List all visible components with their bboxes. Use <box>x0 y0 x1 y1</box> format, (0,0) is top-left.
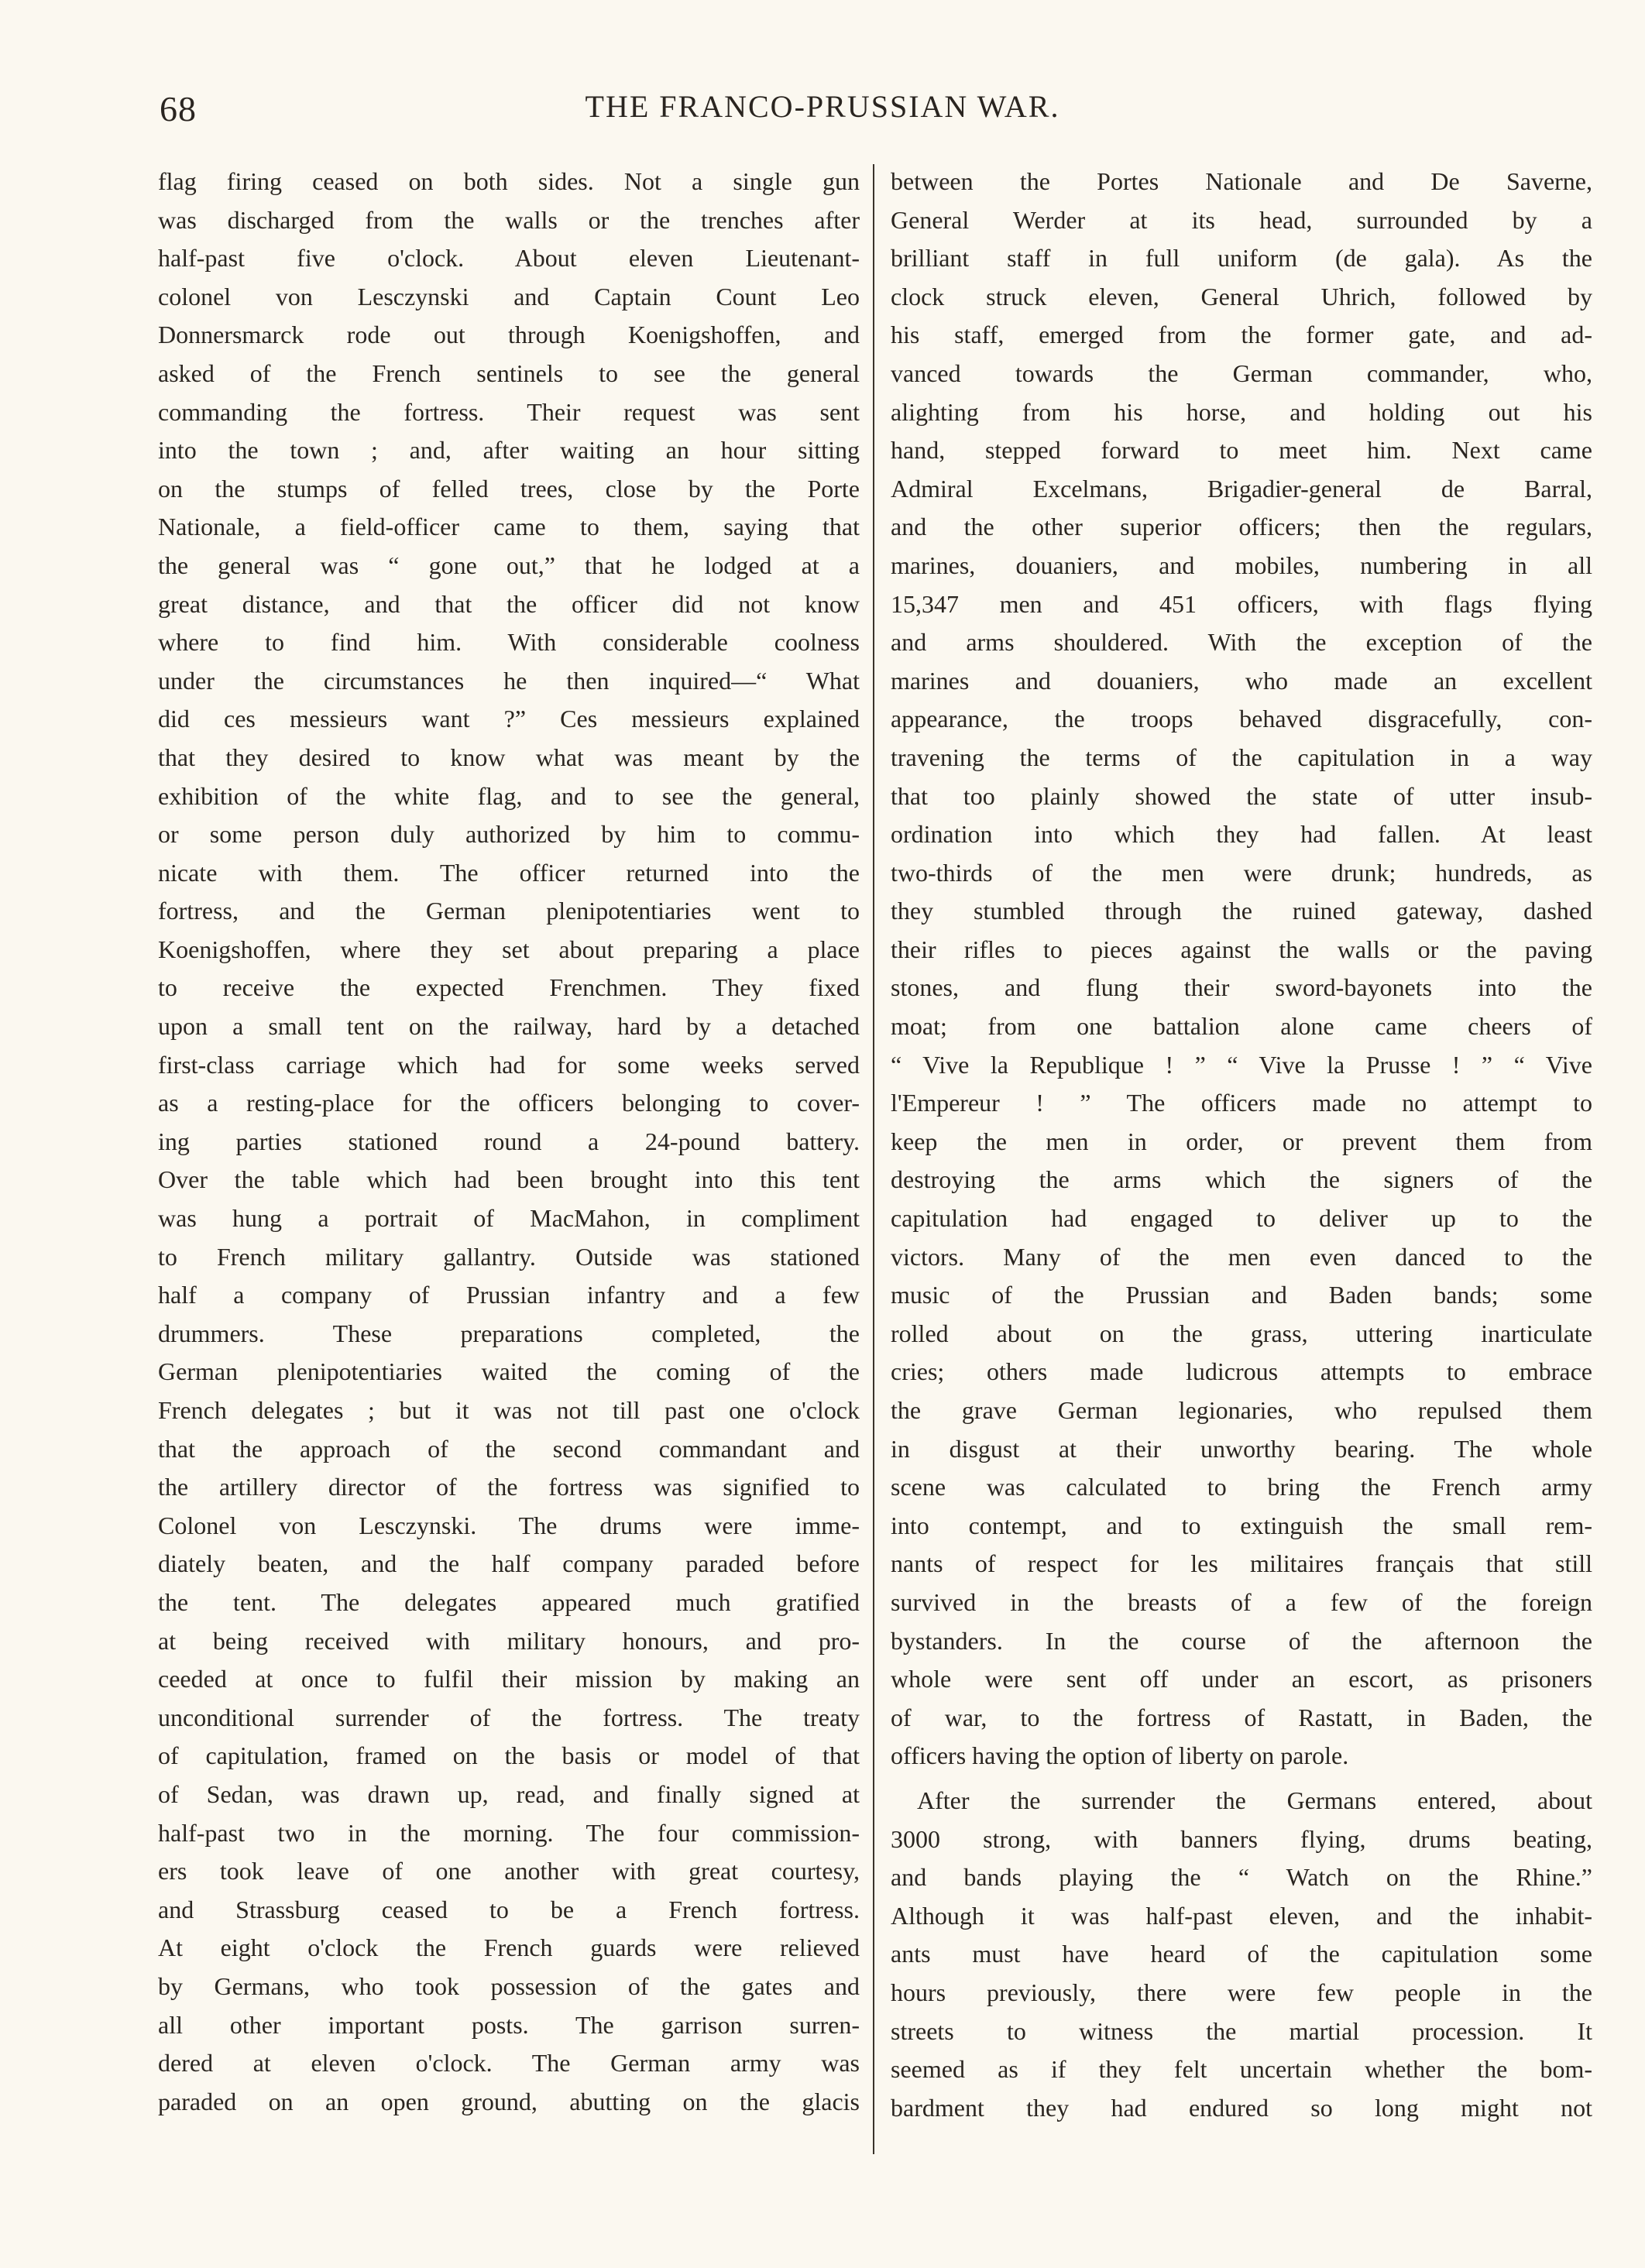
text-line: Donnersmarck rode out through Koenigshoffen, and <box>158 321 860 349</box>
text-line: keep the men in order, or prevent them from <box>891 1127 1592 1155</box>
text-line: travening the terms of the capitulation in a way <box>891 743 1592 771</box>
text-line: asked of the French sentinels to see the general <box>158 359 860 387</box>
text-line: marines and douaniers, who made an excellent <box>891 666 1592 695</box>
text-line: half a company of Prussian infantry and a few <box>158 1281 860 1309</box>
text-line: vanced towards the German commander, who, <box>891 359 1592 387</box>
text-line: bystanders. In the course of the afternoon the <box>891 1626 1592 1655</box>
text-line: ceeded at once to fulfil their mission by making an <box>158 1665 860 1693</box>
text-line: fortress, and the German plenipotentiaries went to <box>158 897 860 925</box>
text-line: and arms shouldered. With the exception of the <box>891 628 1592 657</box>
text-line: nicate with them. The officer returned into the <box>158 858 860 887</box>
text-line: scene was calculated to bring the French army <box>891 1473 1592 1501</box>
text-line: by Germans, who took possession of the gates and <box>158 1971 860 2000</box>
text-line: or some person duly authorized by him to commu- <box>158 820 860 849</box>
page-number: 68 <box>160 89 197 129</box>
text-line: bardment they had endured so long might not <box>891 2093 1592 2122</box>
text-line: the artillery director of the fortress was signified to <box>158 1473 860 1501</box>
right-column <box>891 163 1592 2160</box>
text-line: between the Portes Nationale and De Saverne, <box>891 167 1592 195</box>
text-line: victors. Many of the men even danced to the <box>891 1242 1592 1271</box>
text-line: alighting from his horse, and holding out his <box>891 397 1592 426</box>
text-line: music of the Prussian and Baden bands; some <box>891 1281 1592 1309</box>
text-line: flag firing ceased on both sides. Not a single gun <box>158 167 860 195</box>
text-line: Nationale, a field-officer came to them, saying that <box>158 513 860 541</box>
text-line: all other important posts. The garrison surren- <box>158 2010 860 2039</box>
text-line: their rifles to pieces against the walls or the paving <box>891 935 1592 963</box>
text-line: of Sedan, was drawn up, read, and finally signed at <box>158 1779 860 1808</box>
text-line: into the town ; and, after waiting an hour sitting <box>158 436 860 465</box>
text-line: Although it was half-past eleven, and the inhabit- <box>891 1901 1592 1930</box>
text-line: appearance, the troops behaved disgracefully, con- <box>891 705 1592 733</box>
text-line: and the other superior officers; then the regulars, <box>891 513 1592 541</box>
text-line: moat; from one battalion alone came cheers of <box>891 1012 1592 1041</box>
text-line: under the circumstances he then inquired—“ What <box>158 666 860 695</box>
text-line: two-thirds of the men were drunk; hundreds, as <box>891 858 1592 887</box>
text-line: officers having the option of liberty on parole. <box>891 1741 1349 1770</box>
text-line: dered at eleven o'clock. The German army was <box>158 2049 860 2078</box>
text-line: 3000 strong, with banners flying, drums beating, <box>891 1824 1592 1853</box>
text-line: at being received with military honours, and pro- <box>158 1626 860 1655</box>
text-line: brilliant staff in full uniform (de gala). As the <box>891 244 1592 273</box>
text-line: of war, to the fortress of Rastatt, in Baden, the <box>891 1703 1592 1731</box>
text-line: streets to witness the martial procession. It <box>891 2016 1592 2045</box>
column-rule <box>873 164 874 2154</box>
text-line: was discharged from the walls or the trenches after <box>158 205 860 234</box>
text-line: French delegates ; but it was not till past one o'clock <box>158 1396 860 1424</box>
text-line: into contempt, and to extinguish the small rem- <box>891 1511 1592 1539</box>
text-line: German plenipotentiaries waited the coming of the <box>158 1357 860 1386</box>
running-title: THE FRANCO-PRUSSIAN WAR. <box>585 89 1060 124</box>
text-line: hours previously, there were few people in the <box>891 1978 1592 2006</box>
left-column <box>158 163 860 2160</box>
text-line: in disgust at their unworthy bearing. The whole <box>891 1434 1592 1463</box>
text-line: to French military gallantry. Outside was stationed <box>158 1242 860 1271</box>
text-line: first-class carriage which had for some weeks served <box>158 1050 860 1079</box>
text-line: his staff, emerged from the former gate, and ad- <box>891 321 1592 349</box>
text-line: After the surrender the Germans entered, about <box>917 1786 1592 1814</box>
text-line: unconditional surrender of the fortress. The treaty <box>158 1703 860 1731</box>
text-line: commanding the fortress. Their request was sent <box>158 397 860 426</box>
text-line: exhibition of the white flag, and to see the general, <box>158 781 860 810</box>
text-line: and Strassburg ceased to be a French fortress. <box>158 1895 860 1923</box>
text-line: Koenigshoffen, where they set about preparing a place <box>158 935 860 963</box>
text-line: ordination into which they had fallen. At least <box>891 820 1592 849</box>
text-line: half-past two in the morning. The four commission- <box>158 1818 860 1847</box>
text-line: the grave German legionaries, who repulsed them <box>891 1396 1592 1424</box>
text-line: the tent. The delegates appeared much gratified <box>158 1587 860 1616</box>
text-line: “ Vive la Republique ! ” “ Vive la Prusse ! ” “ Vive <box>891 1050 1592 1079</box>
text-line: to receive the expected Frenchmen. They fixed <box>158 973 860 1002</box>
text-line: the general was “ gone out,” that he lodged at a <box>158 551 860 579</box>
text-line: seemed as if they felt uncertain whether the bom- <box>891 2055 1592 2084</box>
text-line: marines, douaniers, and mobiles, numbering in all <box>891 551 1592 579</box>
text-line: Colonel von Lesczynski. The drums were imme- <box>158 1511 860 1539</box>
text-line: ing parties stationed round a 24-pound battery. <box>158 1127 860 1155</box>
text-line: of capitulation, framed on the basis or model of that <box>158 1741 860 1770</box>
text-line: diately beaten, and the half company paraded before <box>158 1549 860 1578</box>
text-line: whole were sent off under an escort, as prisoners <box>891 1665 1592 1693</box>
text-line: where to find him. With considerable coolness <box>158 628 860 657</box>
text-line: paraded on an open ground, abutting on the glacis <box>158 2087 860 2115</box>
text-line: was hung a portrait of MacMahon, in compliment <box>158 1204 860 1233</box>
text-line: as a resting-place for the officers belonging to cover- <box>158 1089 860 1117</box>
text-line: colonel von Lesczynski and Captain Count Leo <box>158 282 860 311</box>
text-line: ants must have heard of the capitulation some <box>891 1940 1592 1968</box>
text-line: and bands playing the “ Watch on the Rhine.” <box>891 1863 1592 1892</box>
text-line: stones, and flung their sword-bayonets into the <box>891 973 1592 1002</box>
text-line: hand, stepped forward to meet him. Next came <box>891 436 1592 465</box>
text-line: capitulation had engaged to deliver up to the <box>891 1204 1592 1233</box>
text-line: did ces messieurs want ?” Ces messieurs explained <box>158 705 860 733</box>
text-line: survived in the breasts of a few of the foreign <box>891 1587 1592 1616</box>
text-line: half-past five o'clock. About eleven Lieutenant- <box>158 244 860 273</box>
text-line: clock struck eleven, General Uhrich, followed by <box>891 282 1592 311</box>
text-line: cries; others made ludicrous attempts to embrace <box>891 1357 1592 1386</box>
text-line: on the stumps of felled trees, close by the Porte <box>158 474 860 503</box>
text-line: Admiral Excelmans, Brigadier-general de Barral, <box>891 474 1592 503</box>
text-line: destroying the arms which the signers of the <box>891 1165 1592 1194</box>
text-line: nants of respect for les militaires français that still <box>891 1549 1592 1578</box>
text-line: great distance, and that the officer did not know <box>158 589 860 618</box>
text-line: upon a small tent on the railway, hard by a detached <box>158 1012 860 1041</box>
text-line: rolled about on the grass, uttering inarticulate <box>891 1319 1592 1347</box>
text-line: 15,347 men and 451 officers, with flags flying <box>891 589 1592 618</box>
text-line: ers took leave of one another with great courtesy, <box>158 1857 860 1885</box>
text-line: that they desired to know what was meant by the <box>158 743 860 771</box>
text-line: they stumbled through the ruined gateway, dashed <box>891 897 1592 925</box>
paragraph-gap <box>891 1776 1592 1782</box>
text-line: drummers. These preparations completed, the <box>158 1319 860 1347</box>
text-line: that too plainly showed the state of utter insub- <box>891 781 1592 810</box>
text-line: At eight o'clock the French guards were relieved <box>158 1933 860 1962</box>
text-line: that the approach of the second commandant and <box>158 1434 860 1463</box>
text-line: General Werder at its head, surrounded by a <box>891 205 1592 234</box>
text-line: Over the table which had been brought into this tent <box>158 1165 860 1194</box>
text-line: l'Empereur ! ” The officers made no attempt to <box>891 1089 1592 1117</box>
